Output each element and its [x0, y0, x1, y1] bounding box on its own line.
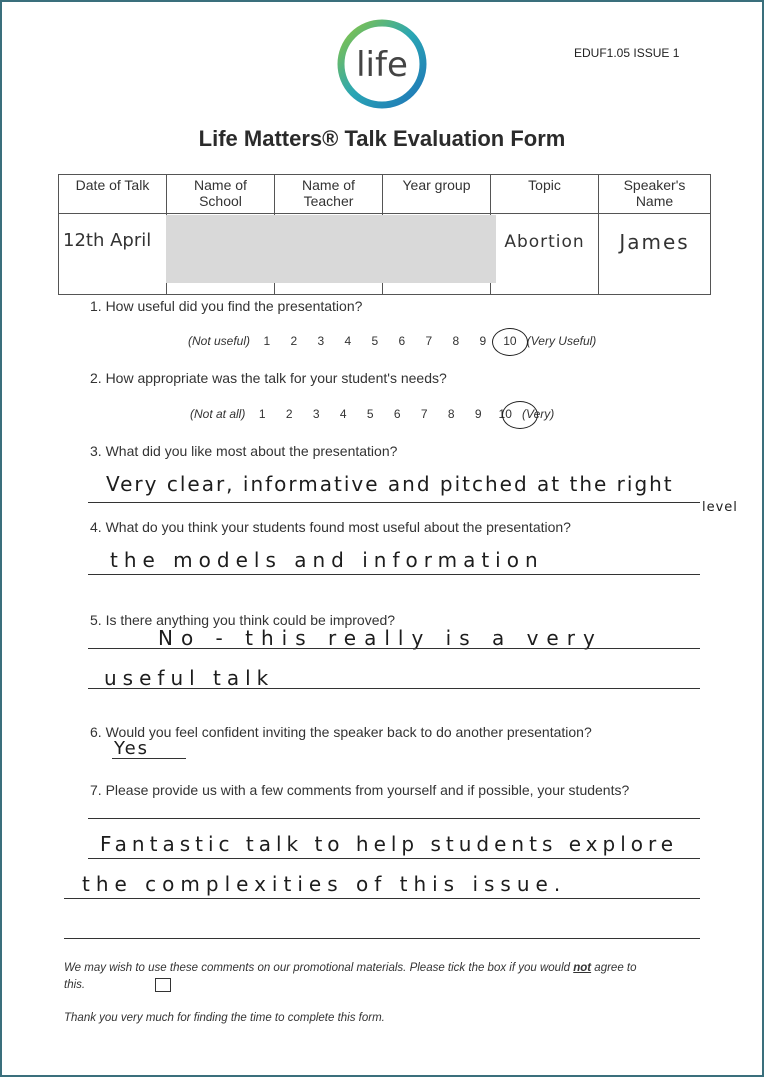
logo-text: life	[356, 45, 408, 85]
q2-option-3[interactable]: 3	[312, 407, 320, 421]
question-4: 4. What do you think your students found most useful about the presentation?	[90, 519, 571, 535]
q7-answer-line-2[interactable]: the complexities of this issue.	[82, 872, 567, 896]
value-topic[interactable]: Abortion	[491, 214, 599, 295]
q1-option-3[interactable]: 3	[317, 334, 325, 348]
thank-you-note: Thank you very much for finding the time to complete this form.	[64, 1012, 385, 1024]
life-logo	[334, 16, 430, 112]
header-name-of-teacher: Name of Teacher	[275, 175, 383, 214]
header-topic: Topic	[491, 175, 599, 214]
q2-option-2[interactable]: 2	[285, 407, 293, 421]
q6-answer[interactable]: Yes	[114, 738, 150, 759]
consent-text-part3: this.	[64, 979, 86, 991]
q1-option-2[interactable]: 2	[290, 334, 298, 348]
q1-option-9[interactable]: 9	[479, 334, 487, 348]
q2-option-7[interactable]: 7	[420, 407, 428, 421]
header-name-of-school: Name of School	[167, 175, 275, 214]
q1-option-4[interactable]: 4	[344, 334, 352, 348]
q1-rating-scale	[188, 334, 596, 348]
question-2: 2. How appropriate was the talk for your student's needs?	[90, 370, 447, 386]
q5-answer-line-b	[88, 688, 700, 689]
q3-answer-line	[88, 502, 700, 503]
consent-notice	[64, 960, 704, 994]
q3-answer-continued[interactable]: level	[702, 500, 738, 515]
q6-answer-line	[112, 758, 186, 759]
q1-scale-low-label: (Not useful)	[188, 334, 251, 348]
q2-scale-high-label: (Very)	[522, 407, 555, 421]
q2-option-5[interactable]: 5	[366, 407, 374, 421]
q2-rating-scale	[190, 407, 554, 421]
life-logo-icon	[334, 16, 430, 112]
q2-option-8[interactable]: 8	[447, 407, 455, 421]
q7-answer-line-b	[88, 858, 700, 859]
q1-option-10[interactable]: 10	[503, 334, 517, 348]
header-speaker-name: Speaker's Name	[599, 175, 711, 214]
q1-option-1[interactable]: 1	[263, 334, 271, 348]
header-year-group: Year group	[383, 175, 491, 214]
q2-selected-circle	[502, 401, 538, 429]
question-7: 7. Please provide us with a few comments from yourself and if possible, your students?	[90, 782, 630, 798]
q2-option-6[interactable]: 6	[393, 407, 401, 421]
q2-option-4[interactable]: 4	[339, 407, 347, 421]
q2-option-10[interactable]: 10	[498, 407, 512, 421]
do-not-agree-checkbox[interactable]	[155, 978, 171, 992]
redacted-area	[166, 215, 496, 283]
q1-option-7[interactable]: 7	[425, 334, 433, 348]
q2-scale-low-label: (Not at all)	[190, 407, 246, 421]
q1-selected-circle	[492, 328, 528, 356]
q3-answer[interactable]: Very clear, informative and pitched at the right	[106, 472, 674, 496]
header-date-of-talk: Date of Talk	[59, 175, 167, 214]
q4-answer-line	[88, 574, 700, 575]
q7-answer-line-c	[64, 898, 700, 899]
q7-answer-line-a	[88, 818, 700, 819]
q4-answer[interactable]: the models and information	[110, 548, 544, 572]
q7-answer-line-d	[64, 938, 700, 939]
q5-answer-line-1[interactable]: No - this really is a very	[158, 626, 603, 650]
consent-text-part2: agree to	[591, 962, 637, 974]
q1-option-5[interactable]: 5	[371, 334, 379, 348]
question-3: 3. What did you like most about the presentation?	[90, 443, 398, 459]
form-title: Life Matters® Talk Evaluation Form	[198, 126, 566, 151]
consent-text-not: not	[573, 962, 592, 974]
q2-option-1[interactable]: 1	[258, 407, 266, 421]
q7-answer-line-1[interactable]: Fantastic talk to help students explore	[100, 832, 679, 856]
q1-option-6[interactable]: 6	[398, 334, 406, 348]
question-6: 6. Would you feel confident inviting the speaker back to do another presentation?	[90, 724, 592, 740]
q1-option-8[interactable]: 8	[452, 334, 460, 348]
value-date[interactable]: 12th April	[59, 214, 167, 295]
question-1: 1. How useful did you find the presentation?	[90, 298, 363, 314]
consent-text-part1: We may wish to use these comments on our promotional materials. Please tick the box if you would	[64, 962, 574, 974]
q5-answer-line-a	[88, 648, 700, 649]
document-reference: EDUF1.05 ISSUE 1	[574, 46, 680, 60]
q2-option-9[interactable]: 9	[474, 407, 482, 421]
q1-scale-high-label: (Very Useful)	[526, 334, 597, 348]
value-speaker[interactable]: James	[599, 214, 711, 295]
question-5: 5. Is there anything you think could be improved?	[90, 612, 396, 628]
q5-answer-line-2[interactable]: useful talk	[104, 666, 275, 690]
